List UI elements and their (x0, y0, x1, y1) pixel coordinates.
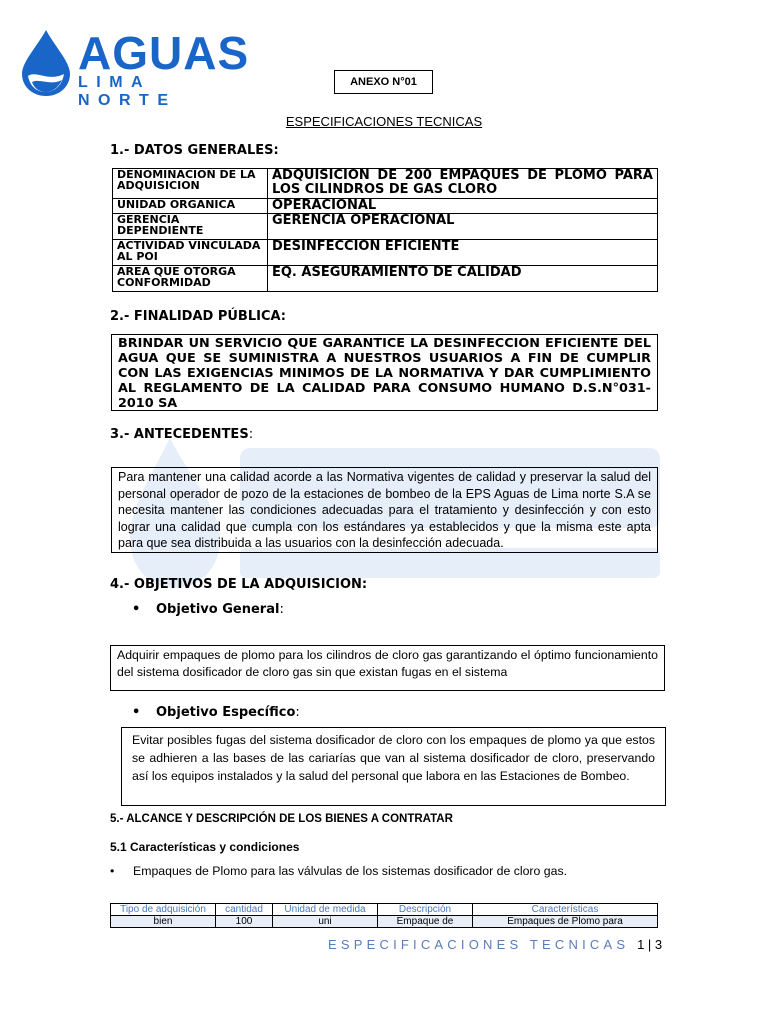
table-header: cantidad (216, 904, 273, 916)
objetivo-especifico-label: • Objetivo Específico: (132, 705, 300, 720)
logo-subtitle: LIMA NORTE (78, 74, 177, 109)
table-value: OPERACIONAL (268, 199, 658, 214)
section-5-1-heading: 5.1 Características y condiciones (110, 840, 300, 854)
objetivo-especifico-box: Evitar posibles fugas del sistema dosificador de cloro con los empaques de plomo ya que estos se adhieren a las bases de las cariarías que van al sistema dosificador de cloro, preservando así los equipos instalados y la salud del personal que labora en las Estaciones de Bombeo. (121, 727, 666, 806)
general-data-table (112, 168, 658, 292)
table-value: GERENCIA OPERACIONAL (268, 214, 658, 240)
table-cell: Empaque de (378, 916, 473, 928)
table-key: UNIDAD ORGANICA (113, 199, 268, 214)
bienes-table (110, 903, 658, 928)
company-logo (22, 27, 252, 109)
section-4-heading: 4.- OBJETIVOS DE LA ADQUISICION: (110, 577, 368, 592)
table-cell: uni (273, 916, 378, 928)
table-key: GERENCIA DEPENDIENTE (113, 214, 268, 240)
table-header: Características (473, 904, 658, 916)
list-item: • Empaques de Plomo para las válvulas de los sistemas dosificador de cloro gas. (110, 864, 568, 878)
table-key: ACTIVIDAD VINCULADA AL POI (113, 240, 268, 266)
document-title: ESPECIFICACIONES TECNICAS (285, 114, 483, 129)
table-key: AREA QUE OTORGA CONFORMIDAD (113, 266, 268, 292)
finalidad-box: BRINDAR UN SERVICIO QUE GARANTICE LA DESINFECCION EFICIENTE DEL AGUA QUE SE SUMINISTRA A NUESTROS USUARIOS A FIN DE CUMPLIR CON LAS EXIGENCIAS MINIMOS DE LA NORMATIVA Y DAR CUMPLIMIENTO AL REGLAMENTO DE LA CALIDAD PARA CONSUMO HUMANO D.S.N°031-2010 SA (111, 334, 658, 411)
antecedentes-box: Para mantener una calidad acorde a las Normativa vigentes de calidad y preservar la salud del personal operador de pozo de la estaciones de bombeo de la EPS Aguas de Lima norte S.A se necesita mantener las condiciones adecuadas para el tratamiento y desinfección y con esto lograr una calidad que cumpla con los estándares ya establecidos y que la misma este apta para que sea distribuida a las usuarios con la desinfección adecuada. (111, 467, 658, 553)
annex-label: ANEXO N°01 (334, 70, 433, 94)
table-header: Tipo de adquisición (111, 904, 216, 916)
page-number: 1 (637, 937, 645, 952)
page-total: 3 (654, 937, 663, 952)
section-2-heading: 2.- FINALIDAD PÚBLICA: (110, 309, 287, 324)
table-key: DENOMINACION DE LA ADQUISICION (113, 169, 268, 199)
logo-wordmark: AGUAS (78, 27, 250, 79)
water-drop-icon (22, 30, 70, 96)
table-header-row (111, 904, 658, 916)
table-row (113, 169, 658, 199)
table-row (113, 199, 658, 214)
table-row (111, 916, 658, 928)
table-value: DESINFECCION EFICIENTE (268, 240, 658, 266)
table-cell: 100 (216, 916, 273, 928)
table-value: EQ. ASEGURAMIENTO DE CALIDAD (268, 266, 658, 292)
table-value: ADQUISICION DE 200 EMPAQUES DE PLOMO PARA LOS CILINDROS DE GAS CLORO (268, 169, 658, 199)
objetivo-general-label: • Objetivo General: (132, 602, 284, 617)
section-5-heading: 5.- ALCANCE Y DESCRIPCIÓN DE LOS BIENES A CONTRATAR (110, 813, 453, 825)
table-header: Unidad de medida (273, 904, 378, 916)
table-cell: bien (111, 916, 216, 928)
table-row (113, 214, 658, 240)
page-footer: ESPECIFICACIONES TECNICAS 1 | 3 (328, 937, 663, 952)
table-cell: Empaques de Plomo para (473, 916, 658, 928)
table-row (113, 240, 658, 266)
table-header: Descripción (378, 904, 473, 916)
objetivo-general-box: Adquirir empaques de plomo para los cilindros de cloro gas garantizando el óptimo funcionamiento del sistema dosificador de cloro gas sin que existan fugas en el sistema (110, 645, 665, 691)
table-row (113, 266, 658, 292)
section-1-heading: 1.- DATOS GENERALES: (110, 143, 279, 158)
section-3-heading: 3.- ANTECEDENTES: (110, 427, 254, 442)
